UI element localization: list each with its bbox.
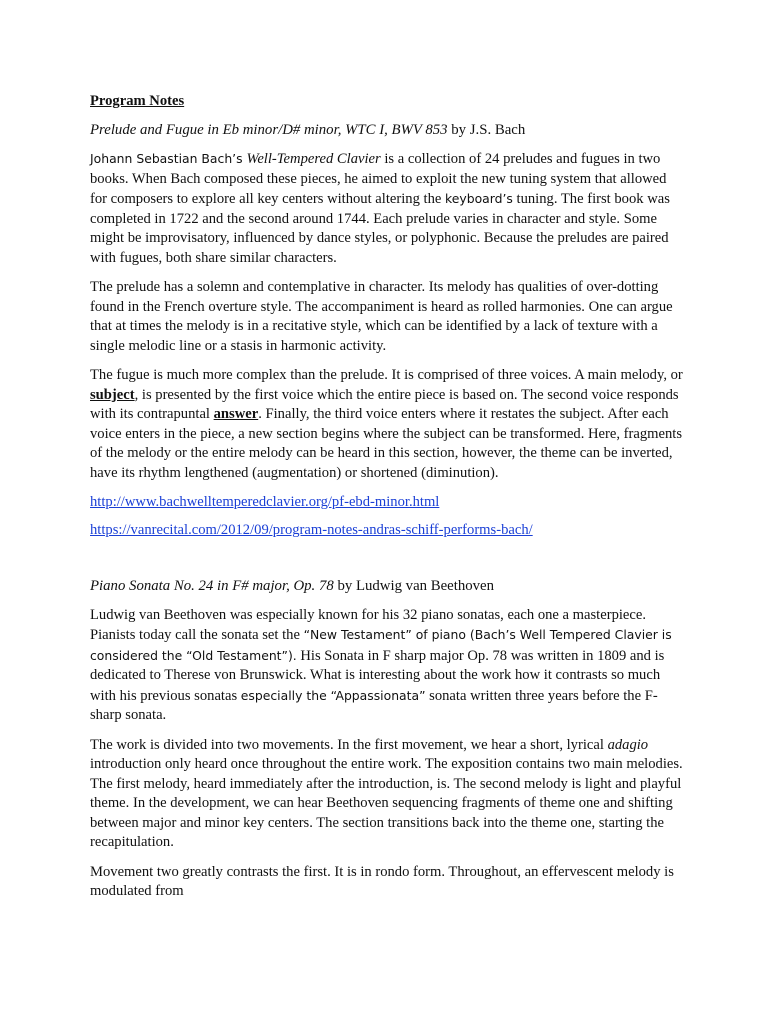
beethoven-work-title: Piano Sonata No. 24 in F# major, Op. 78 <box>90 578 334 594</box>
subject-term: subject <box>90 386 135 403</box>
adagio-term: adagio <box>607 736 649 753</box>
bach-composer: by J.S. Bach <box>447 121 526 138</box>
bach-p1-work: Well-Tempered Clavier <box>246 151 381 167</box>
bach-link-1[interactable]: http://www.bachwelltemperedclavier.org/pf-ebd-minor.html <box>90 494 440 510</box>
bach-paragraph-3 <box>90 366 684 483</box>
answer-term: answer <box>213 406 259 422</box>
beethoven-paragraph-3: Movement two greatly contrasts the first. It is in rondo form. Throughout, an effervescent melody is modulated from <box>90 863 674 899</box>
beethoven-p1-end: sonata written three years before the F-sharp sonata. <box>90 687 658 723</box>
beethoven-paragraph-1 <box>90 606 684 726</box>
bach-p1-end: tuning. The first book was completed in 1722 and the second around 1744. Each prelude varies in character and style. Some might be improvisatory, influenced by dance styles, or polyphonic. Because the preludes are paired with fugues, both share similar characters. <box>90 191 670 266</box>
beethoven-p2-start: The work is divided into two movements. In the first movement, we hear a short, lyrical <box>90 736 608 753</box>
beethoven-p1-appassionata: especially the “Appassionata” <box>240 687 426 703</box>
bach-p1-body: is a collection of 24 preludes and fugues in two books. When Bach composed these pieces, he aimed to exploit the new tuning system that allowed for composers to explore all key centers without altering the <box>90 151 667 207</box>
bach-p1-intro: Johann Sebastian Bach’s <box>90 151 247 166</box>
bach-work-title: Prelude and Fugue in Eb minor/D# minor, WTC I, BWV 853 <box>90 121 448 138</box>
bach-paragraph-1 <box>90 149 684 268</box>
bach-link-2[interactable]: https://vanrecital.com/2012/09/program-notes-andras-schiff-performs-bach/ <box>90 521 533 538</box>
bach-p3-end: . Finally, the third voice enters where it restates the subject. After each voice enters in the piece, a new section begins where the subject can be transformed. Here, fragments of the melody or the entire melody can be heard in this section, however, the theme can be inverted, have its rhythm lengthened (augmentation) or shortened (diminution). <box>90 406 683 481</box>
beethoven-p2-end: introduction only heard once throughout the entire work. The exposition contains two main melodies. The first melody, heard immediately after the introduction, is. The second melody is light and playful theme. In the development, we can hear Beethoven sequencing fragments of theme one and shifting between major and minor key centers. The section transitions back into the theme one, starting the recapitulation. <box>90 756 683 850</box>
bach-p1-keyboard: keyboard’s <box>445 191 513 206</box>
bach-link-2-para <box>90 521 684 541</box>
beethoven-p1-middle: His Sonata in F sharp major Op. 78 was written in 1809 and is dedicated to Therese von Brunswick. What is interesting about the work how it contrasts so much with his previous sonatas <box>90 647 665 704</box>
beethoven-composer: by Ludwig van Beethoven <box>333 578 495 594</box>
page-title: Program Notes <box>90 93 185 109</box>
bach-link-1-para <box>90 493 684 513</box>
bach-p3-start: The fugue is much more complex than the prelude. It is comprised of three voices. A main melody, or <box>90 367 683 383</box>
bach-p3-middle: , is presented by the first voice which the entire piece is based on. The second voice responds with its contrapuntal <box>90 386 679 422</box>
beethoven-p1-start: Ludwig van Beethoven was especially known for his 32 piano sonatas, each one a masterpiece. Pianists today call the sonata set the <box>90 606 647 643</box>
bach-paragraph-2: The prelude has a solemn and contemplative in character. Its melody has qualities of over-dotting found in the French overture style. The accompaniment is heard as rolled harmonies. One can argue that at times the melody is in a recitative style, which can be identified by a lack of texture with a single melodic line or a stasis in harmonic activity. <box>90 279 673 354</box>
bach-work-heading <box>90 121 684 141</box>
beethoven-work-heading <box>90 577 684 597</box>
beethoven-p1-testament: “New Testament” of piano (Bach’s Well Tempered Clavier is considered the “Old Testament”). <box>90 627 672 663</box>
beethoven-paragraph-2 <box>90 736 684 853</box>
section-gap <box>90 548 684 577</box>
program-notes-page <box>90 92 684 912</box>
